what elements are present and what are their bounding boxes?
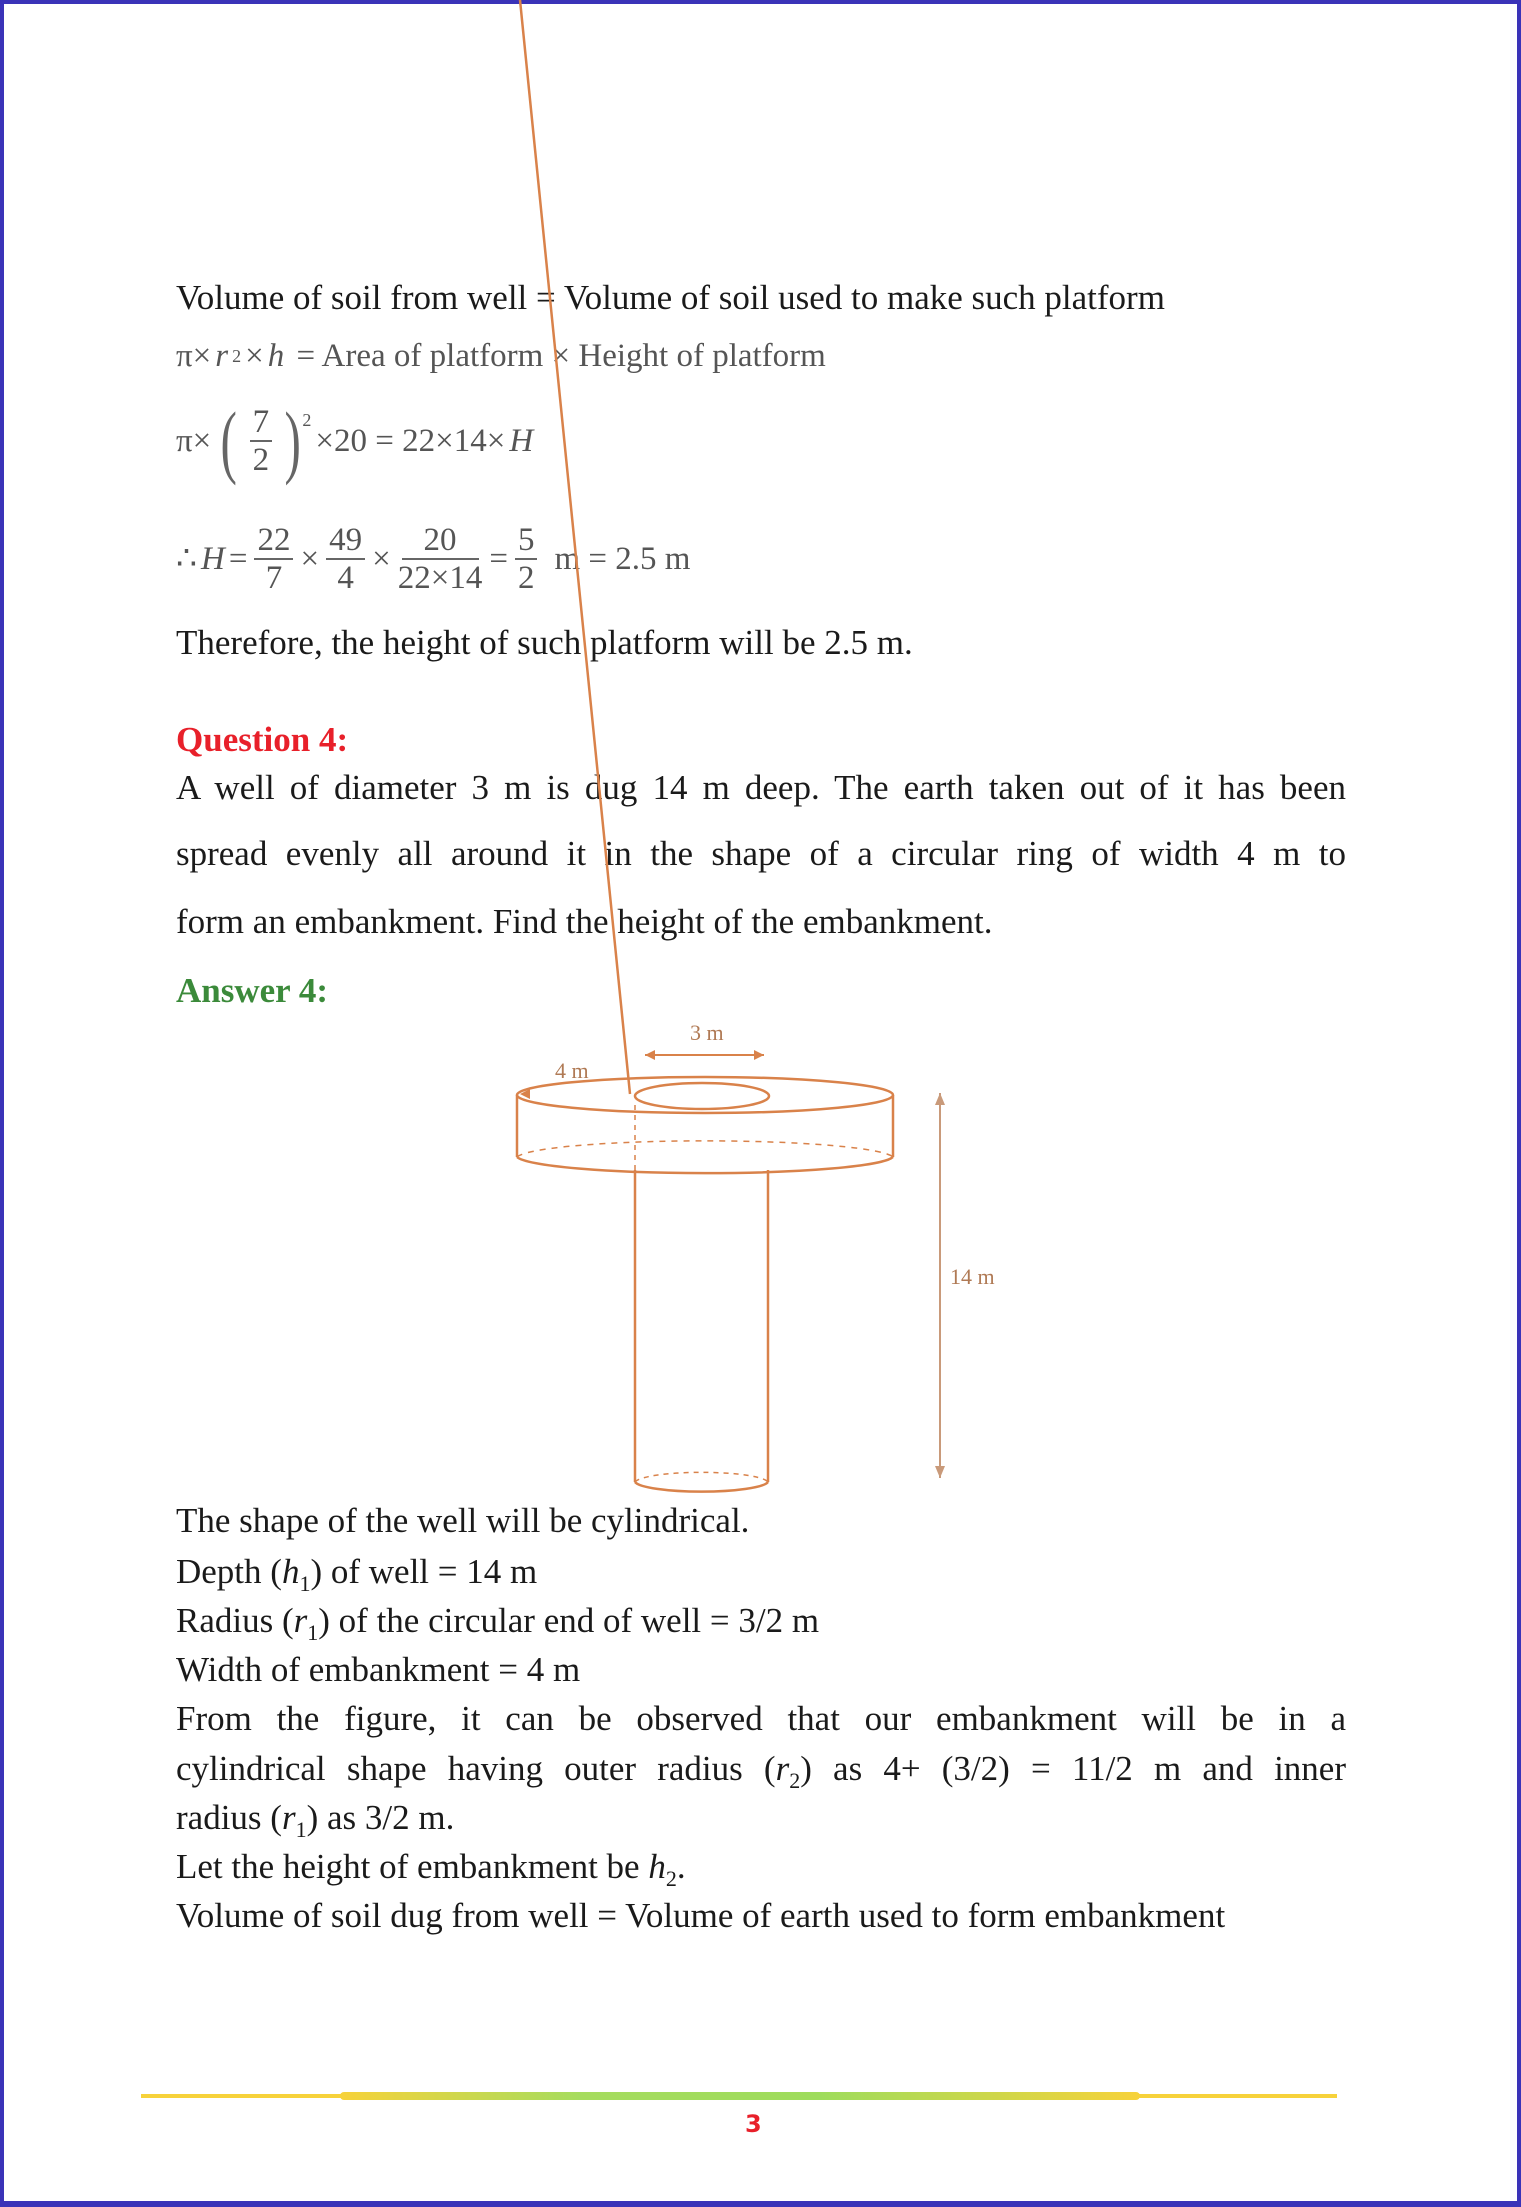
width-label: 4 m [555, 1058, 589, 1083]
var: r [293, 1601, 308, 1640]
question-line: form an embankment. Find the height of the embankment. [176, 902, 993, 941]
answer-line: From the figure, it can be observed that our embankment will be in a [176, 1699, 1346, 1738]
eq3-H: H [201, 541, 225, 577]
denominator: 7 [265, 560, 283, 596]
denominator: 2 [252, 442, 270, 478]
sub: 1 [295, 1817, 307, 1842]
answer-line [176, 1552, 537, 1604]
footer-rule-highlight [340, 2092, 1140, 2100]
numerator: 22 [254, 522, 293, 560]
eq-r: r [215, 338, 229, 374]
text: radius ( [176, 1798, 282, 1837]
times: × [300, 541, 320, 577]
eq2-pi: π× [176, 423, 212, 459]
text: cylindrical shape having outer radius ( [176, 1749, 776, 1788]
result: m = 2.5 m [554, 541, 691, 577]
page-number: 3 [745, 2110, 762, 2138]
text: Let the height of embankment be [176, 1847, 649, 1886]
question-line: spread evenly all around it in the shape of a circular ring of width 4 m to [176, 834, 1346, 873]
denominator: 22×14 [397, 560, 483, 596]
conclusion: Therefore, the height of such platform will be 2.5 m. [176, 623, 913, 662]
answer-line: Width of embankment = 4 m [176, 1650, 581, 1689]
sub: 2 [665, 1866, 677, 1891]
denominator: 2 [517, 560, 535, 596]
text: . [676, 1847, 686, 1886]
text: ) of well = 14 m [310, 1552, 538, 1591]
eq-pi: π× [176, 338, 212, 374]
numerator: 49 [326, 522, 365, 560]
question-heading: Question 4: [176, 720, 349, 759]
times: × [372, 541, 391, 577]
numerator: 7 [250, 404, 273, 442]
ring-bottom-front [517, 1157, 893, 1173]
well-bottom-front [635, 1482, 768, 1492]
numerator: 5 [515, 522, 538, 560]
answer-line [176, 1798, 454, 1850]
answer-heading: Answer 4: [176, 971, 328, 1010]
answer-line [176, 1749, 1346, 1801]
numerator: 20 [402, 522, 479, 560]
depth-label: 14 m [950, 1264, 995, 1289]
paren-open: ( [220, 395, 238, 486]
eq-rhs: = Area of platform × Height of platform [288, 338, 826, 374]
answer-line: Volume of soil dug from well = Volume of earth used to form embankment [176, 1896, 1226, 1935]
ring-bottom-back [517, 1141, 893, 1157]
eq2-H: H [509, 423, 534, 459]
equals: = [228, 541, 248, 577]
sub: 1 [299, 1571, 311, 1596]
var: r [775, 1749, 790, 1788]
text: ) as 3/2 m. [306, 1798, 455, 1837]
therefore-symbol: ∴ [176, 541, 197, 577]
eq-times: × [245, 338, 264, 374]
paren-close: ) [284, 395, 301, 486]
question-line: A well of diameter 3 m is dug 14 m deep. The earth taken out of it has been [176, 768, 1346, 807]
answer-line [176, 1601, 819, 1653]
sub: 1 [307, 1620, 319, 1645]
answer-line: The shape of the well will be cylindrical. [176, 1501, 750, 1540]
denominator: 4 [337, 560, 354, 596]
well-bottom-back [635, 1472, 768, 1482]
arrow-width [517, 0, 630, 1094]
volume-statement: Volume of soil from well = Volume of soil used to make such platform [176, 278, 1165, 317]
text: Depth ( [176, 1552, 282, 1591]
eq-sq: 2 [232, 346, 242, 366]
eq-h: h [267, 338, 285, 374]
answer-line [176, 1847, 686, 1899]
text: Radius ( [176, 1601, 294, 1640]
var: h [648, 1847, 666, 1886]
exponent: 2 [302, 410, 312, 430]
equals: = [489, 541, 508, 577]
text: ) as 4+ (3/2) = 11/2 m and inner [800, 1749, 1346, 1788]
diameter-label: 3 m [690, 1020, 724, 1045]
sub: 2 [789, 1768, 801, 1793]
var: h [281, 1552, 300, 1591]
var: r [281, 1798, 296, 1837]
well-top [635, 1083, 769, 1109]
eq2-rest: ×20 = 22×14× [315, 423, 506, 459]
text: ) of the circular end of well = 3/2 m [318, 1601, 820, 1640]
